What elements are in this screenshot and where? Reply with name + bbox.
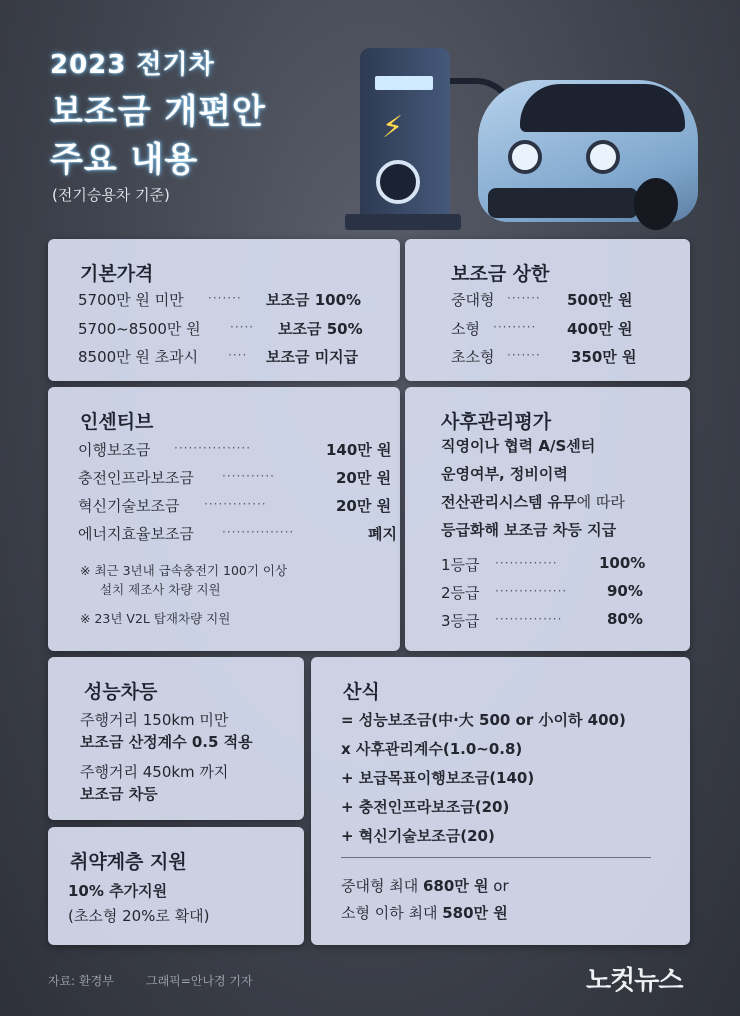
subtitle: (전기승용차 기준) xyxy=(52,186,170,204)
row-label: 이행보조금 xyxy=(78,441,151,459)
performance-line-3: 주행거리 450km 까지 xyxy=(80,763,229,781)
row-value: 보조금 미지급 xyxy=(266,348,359,366)
aftercare-grade-row xyxy=(441,610,681,630)
aftercare-desc-3 xyxy=(441,491,625,512)
row-value: 보조금 50% xyxy=(278,320,363,338)
row-label: 5700만 원 미만 xyxy=(78,291,184,309)
incentive-note-2: ※ 23년 V2L 탑재차량 지원 xyxy=(80,611,231,626)
row-dots: ··············· xyxy=(222,525,295,539)
result-2-amount: 580만 원 xyxy=(442,904,508,922)
performance-line-2: 보조금 산정계수 0.5 적용 xyxy=(80,733,253,751)
formula-line-3: + 보급목표이행보조금(140) xyxy=(341,769,535,787)
incentive-note-1: ※ 최근 3년내 급속충전기 100기 이상 xyxy=(80,563,288,578)
row-label: 중대형 xyxy=(451,291,495,309)
row-value: 20만 원 xyxy=(336,469,392,487)
row-value: 400만 원 xyxy=(567,320,633,338)
aftercare-desc-1: 직영이나 협력 A/S센터 xyxy=(441,437,596,455)
formula-line-1: = 성능보조금(中·大 500 or 小이하 400) xyxy=(341,711,626,729)
subsidy-cap-title: 보조금 상한 xyxy=(451,263,550,285)
row-dots: ················ xyxy=(174,441,252,455)
subsidy-cap-card xyxy=(405,239,690,381)
formula-result-2 xyxy=(341,902,508,923)
row-dots: ······· xyxy=(507,348,541,362)
row-label: 3등급 xyxy=(441,612,480,630)
aftercare-desc-3-tail: 에 따라 xyxy=(576,493,625,511)
aftercare-title: 사후관리평가 xyxy=(441,411,552,433)
incentive-row xyxy=(78,523,398,543)
row-value: 140만 원 xyxy=(326,441,392,459)
aftercare-desc-3-bold: 전산관리시스템 유무 xyxy=(441,493,577,511)
formula-result-1 xyxy=(341,875,509,896)
row-value: 80% xyxy=(607,610,643,628)
incentive-row xyxy=(78,439,398,459)
aftercare-grade-row xyxy=(441,554,681,574)
formula-card xyxy=(311,657,690,945)
performance-line-4: 보조금 차등 xyxy=(80,785,158,803)
incentive-note-1-cont: 설치 제조사 차량 지원 xyxy=(100,582,221,597)
source-credit: 자료: 환경부 xyxy=(48,974,114,988)
row-dots: ············· xyxy=(204,497,267,511)
row-dots: ············· xyxy=(495,556,558,570)
row-label: 5700~8500만 원 xyxy=(78,320,201,338)
basic-price-row xyxy=(78,289,398,309)
formula-title: 산식 xyxy=(343,681,380,703)
subsidy-cap-row xyxy=(451,318,681,338)
title-line-1: 2023 전기차 xyxy=(50,50,215,80)
result-1-prefix: 중대형 최대 xyxy=(341,877,423,895)
row-label: 초소형 xyxy=(451,348,495,366)
aftercare-desc-4: 등급화해 보조금 차등 지급 xyxy=(441,521,617,539)
title-line-3: 주요 내용 xyxy=(50,140,199,180)
subsidy-cap-row xyxy=(451,346,681,366)
row-label: 소형 xyxy=(451,320,480,338)
aftercare-desc-2: 운영여부, 정비이력 xyxy=(441,465,568,483)
row-value: 90% xyxy=(607,582,643,600)
title-line-2: 보조금 개편안 xyxy=(50,92,266,132)
vulnerable-support-title: 취약계층 지원 xyxy=(70,851,187,873)
aftercare-grade-row xyxy=(441,582,681,602)
result-1-amount: 680만 원 xyxy=(423,877,489,895)
row-label: 1등급 xyxy=(441,556,480,574)
car-headlight-left xyxy=(508,140,542,174)
charger-port xyxy=(376,160,420,204)
row-label: 혁신기술보조금 xyxy=(78,497,180,515)
formula-line-4: + 충전인프라보조금(20) xyxy=(341,798,510,816)
car-bumper xyxy=(488,188,638,218)
row-label: 에너지효율보조금 xyxy=(78,525,194,543)
result-1-suffix: or xyxy=(488,877,509,895)
row-dots: ·············· xyxy=(495,612,563,626)
charger-base xyxy=(345,214,461,230)
formula-line-2: x 사후관리계수(1.0~0.8) xyxy=(341,740,523,758)
performance-line-1: 주행거리 150km 미만 xyxy=(80,711,229,729)
basic-price-row xyxy=(78,346,398,366)
vulnerable-line-1: 10% 추가지원 xyxy=(68,882,168,900)
charger-screen xyxy=(375,76,433,90)
performance-title: 성능차등 xyxy=(84,681,158,703)
incentive-card xyxy=(48,387,400,651)
car-headlight-right xyxy=(586,140,620,174)
basic-price-row xyxy=(78,318,398,338)
performance-card xyxy=(48,657,304,820)
row-value: 보조금 100% xyxy=(266,291,362,309)
row-dots: ····· xyxy=(230,320,255,334)
row-label: 충전인프라보조금 xyxy=(78,469,194,487)
nocutnews-logo: 노컷뉴스 xyxy=(586,966,683,996)
car-wheel xyxy=(634,178,678,230)
row-label: 2등급 xyxy=(441,584,480,602)
row-value: 20만 원 xyxy=(336,497,392,515)
row-label: 8500만 원 초과시 xyxy=(78,348,199,366)
vulnerable-line-2: (초소형 20%로 확대) xyxy=(68,907,210,925)
basic-price-title: 기본가격 xyxy=(80,263,154,285)
graphic-credit: 그래픽=안나경 기자 xyxy=(146,974,253,988)
subsidy-cap-row xyxy=(451,289,681,309)
row-dots: ······· xyxy=(208,291,242,305)
incentive-row xyxy=(78,495,398,515)
lightning-bolt-icon: ⚡ xyxy=(382,110,404,145)
basic-price-card xyxy=(48,239,400,381)
row-value: 폐지 xyxy=(368,525,397,543)
incentive-title: 인센티브 xyxy=(80,411,154,433)
row-value: 350만 원 xyxy=(571,348,637,366)
result-2-prefix: 소형 이하 최대 xyxy=(341,904,443,922)
vulnerable-support-card xyxy=(48,827,304,945)
row-dots: ··············· xyxy=(495,584,568,598)
formula-divider xyxy=(341,857,651,858)
formula-line-5: + 혁신기술보조금(20) xyxy=(341,827,495,845)
row-dots: ···· xyxy=(228,348,248,362)
charger-icon xyxy=(360,48,450,224)
incentive-row xyxy=(78,467,398,487)
row-dots: ··········· xyxy=(222,469,275,483)
car-window xyxy=(520,84,685,132)
aftercare-card xyxy=(405,387,690,651)
row-dots: ········· xyxy=(493,320,537,334)
row-value: 100% xyxy=(599,554,646,572)
row-dots: ······· xyxy=(507,291,541,305)
row-value: 500만 원 xyxy=(567,291,633,309)
